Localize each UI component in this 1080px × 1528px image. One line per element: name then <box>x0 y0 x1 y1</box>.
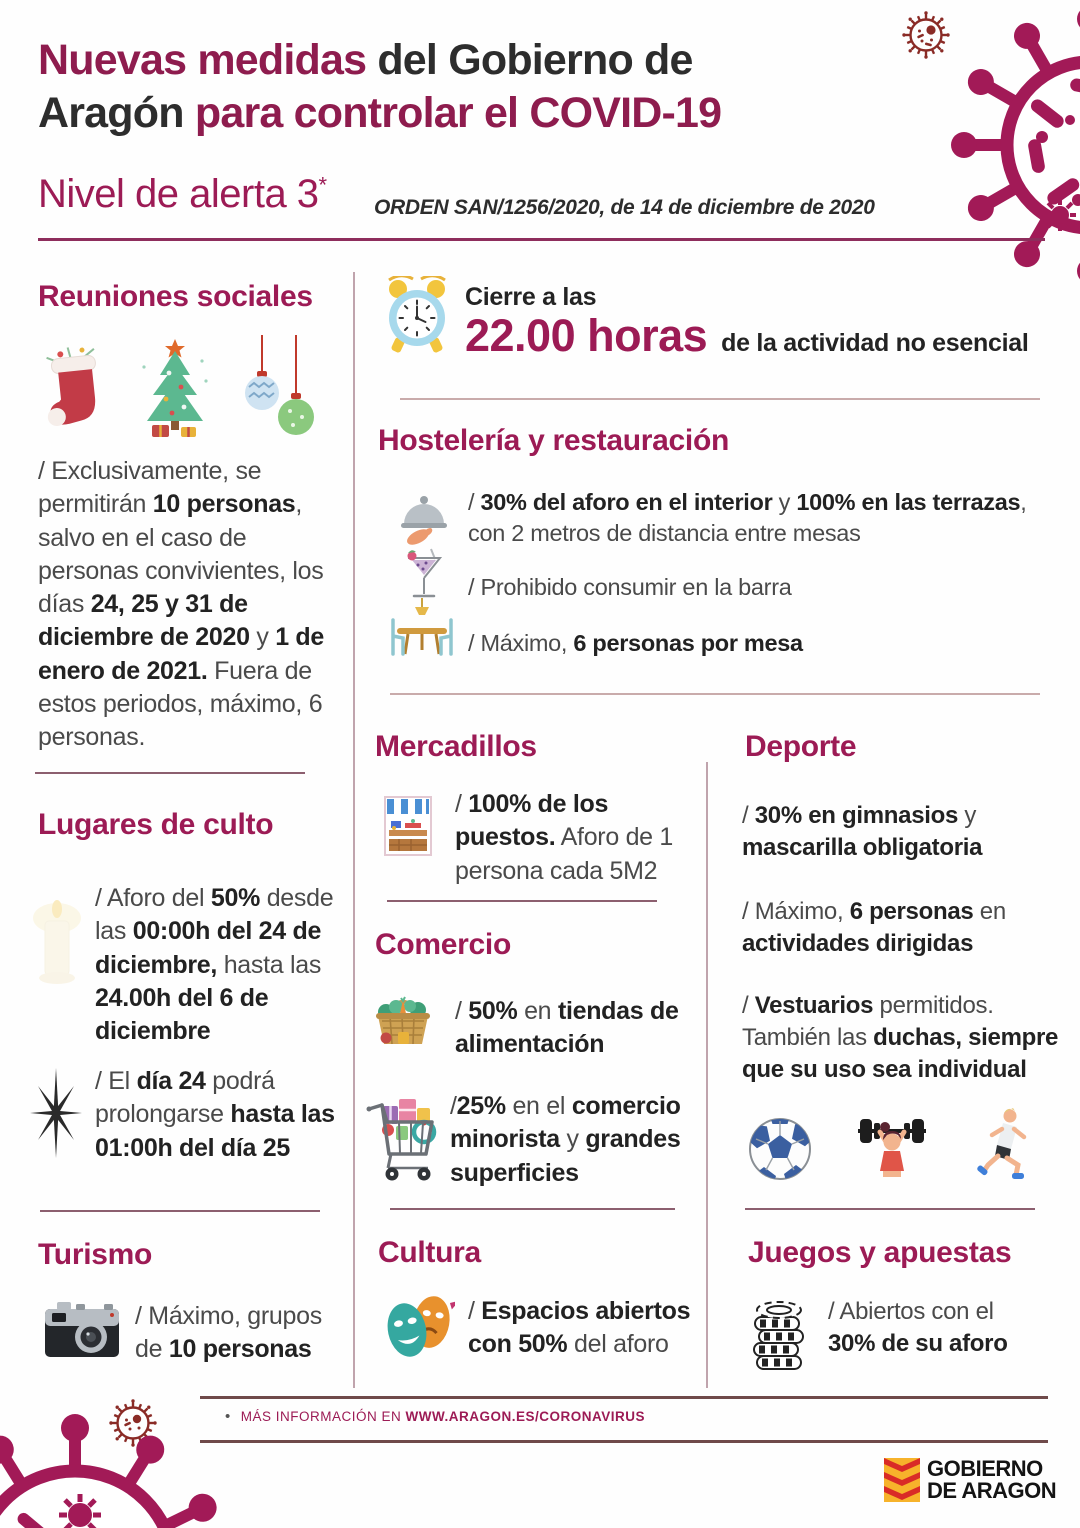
divider <box>40 1210 320 1212</box>
deporte-item-actividades: / Máximo, 6 personas en actividades dirigidas <box>742 898 1006 957</box>
christmas-stocking-icon <box>42 339 108 439</box>
market-stall-icon <box>383 795 433 857</box>
footer-divider-bottom <box>200 1440 1048 1443</box>
weightlifting-icon <box>852 1109 932 1181</box>
virus-icon <box>935 0 1080 285</box>
section-title-mercadillos: Mercadillos <box>375 730 537 763</box>
theater-masks-icon <box>383 1288 455 1364</box>
section-title-turismo: Turismo <box>38 1238 153 1271</box>
soccer-ball-icon <box>748 1113 812 1181</box>
divider <box>390 1208 675 1210</box>
christmas-tree-icon <box>136 337 214 439</box>
bullet-icon: • <box>225 1408 231 1425</box>
turismo-item: / Máximo, grupos de 10 personas <box>135 1302 322 1364</box>
vertical-divider-right <box>706 762 708 1388</box>
closing-line2: de la actividad no esencial <box>721 329 1029 357</box>
divider <box>745 1208 1035 1210</box>
more-info-line <box>225 1408 645 1425</box>
gobierno-aragon-logo <box>884 1458 1056 1502</box>
deporte-item-gimnasios: / 30% en gimnasios y mascarilla obligatoria <box>742 802 983 861</box>
hosteleria-item-aforo: / 30% del aforo en el interior y 100% en las terrazas, con 2 metros de distancia entre mesas <box>468 489 1027 547</box>
hosteleria-item-mesa: / Máximo, 6 personas por mesa <box>468 630 803 656</box>
page-title: Nuevas medidas del Gobierno de Aragón para controlar el COVID-19 <box>38 36 722 138</box>
shopping-cart-icon <box>366 1092 442 1184</box>
section-title-cultura: Cultura <box>378 1236 481 1269</box>
juegos-item: / Abiertos con el 30% de su aforo <box>828 1298 1008 1357</box>
dining-table-icon <box>390 598 454 662</box>
star-icon <box>26 1068 86 1158</box>
closing-line1: Cierre a las <box>465 283 597 311</box>
divider <box>387 900 657 902</box>
divider <box>400 398 1040 400</box>
running-icon <box>972 1105 1030 1181</box>
alert-level: Nivel de alerta 3* <box>38 172 327 216</box>
section-title-deporte: Deporte <box>745 730 857 763</box>
hosteleria-item-barra: / Prohibido consumir en la barra <box>468 574 792 600</box>
cultura-item: / Espacios abiertos con 50% del aforo <box>468 1297 691 1359</box>
camera-icon <box>44 1295 120 1361</box>
aragon-flag-emblem <box>884 1458 920 1502</box>
section-title-hosteleria: Hostelería y restauración <box>378 424 729 457</box>
christmas-icons-row <box>42 335 314 439</box>
poker-chips-icon <box>752 1290 806 1374</box>
section-title-comercio: Comercio <box>375 928 511 961</box>
sports-icons-row <box>748 1105 1030 1181</box>
section-title-juegos: Juegos y apuestas <box>748 1236 1012 1269</box>
candle-icon <box>28 888 86 988</box>
culto-item-aforo: / Aforo del 50% desde las 00:00h del 24 de diciembre, hasta las 24.00h del 6 de diciembre <box>95 884 334 1045</box>
closing-time-row <box>465 310 1028 362</box>
coronavirus-url-link[interactable]: WWW.ARAGON.ES/CORONAVIRUS <box>405 1409 646 1424</box>
more-info-label: MÁS INFORMACIÓN EN <box>240 1409 406 1424</box>
virus-icon <box>0 1398 220 1528</box>
order-reference: ORDEN SAN/1256/2020, de 14 de diciembre de 2020 <box>374 196 875 219</box>
divider <box>35 772 305 774</box>
divider <box>390 693 1040 695</box>
mercadillos-item: / 100% de los puestos. Aforo de 1 persona cada 5M2 <box>455 790 674 885</box>
vertical-divider-left <box>353 272 355 1388</box>
comercio-item-minorista: /25% en el comercio minorista y grandes superficies <box>450 1092 681 1187</box>
alarm-clock-icon <box>383 276 451 358</box>
ornaments-icon <box>242 335 314 439</box>
culto-item-dia24: / El día 24 podrá prolongarse hasta las 01:00h del día 25 <box>95 1067 335 1162</box>
closing-time: 22.00 horas <box>465 310 708 361</box>
cloche-icon <box>398 490 450 548</box>
logo-text: GOBIERNO DE ARAGON <box>927 1456 1057 1503</box>
grocery-basket-icon <box>372 988 434 1052</box>
footer-divider-top <box>200 1396 1048 1399</box>
section-title-reuniones: Reuniones sociales <box>38 280 313 313</box>
header-divider <box>38 238 1045 241</box>
reuniones-text: / Exclusivamente, se permitirán 10 personas, salvo en el caso de personas convivientes, los días 24, 25 y 31 de diciembre de 2020 y 1 de enero de 2021. Fuera de estos periodos, máximo, 6 personas. <box>38 457 325 751</box>
deporte-item-vestuarios: / Vestuarios permitidos. También las duchas, siempre que su uso sea individual <box>742 992 1059 1083</box>
section-title-culto: Lugares de culto <box>38 808 274 841</box>
comercio-item-alimentacion: / 50% en tiendas de alimentación <box>455 997 679 1059</box>
